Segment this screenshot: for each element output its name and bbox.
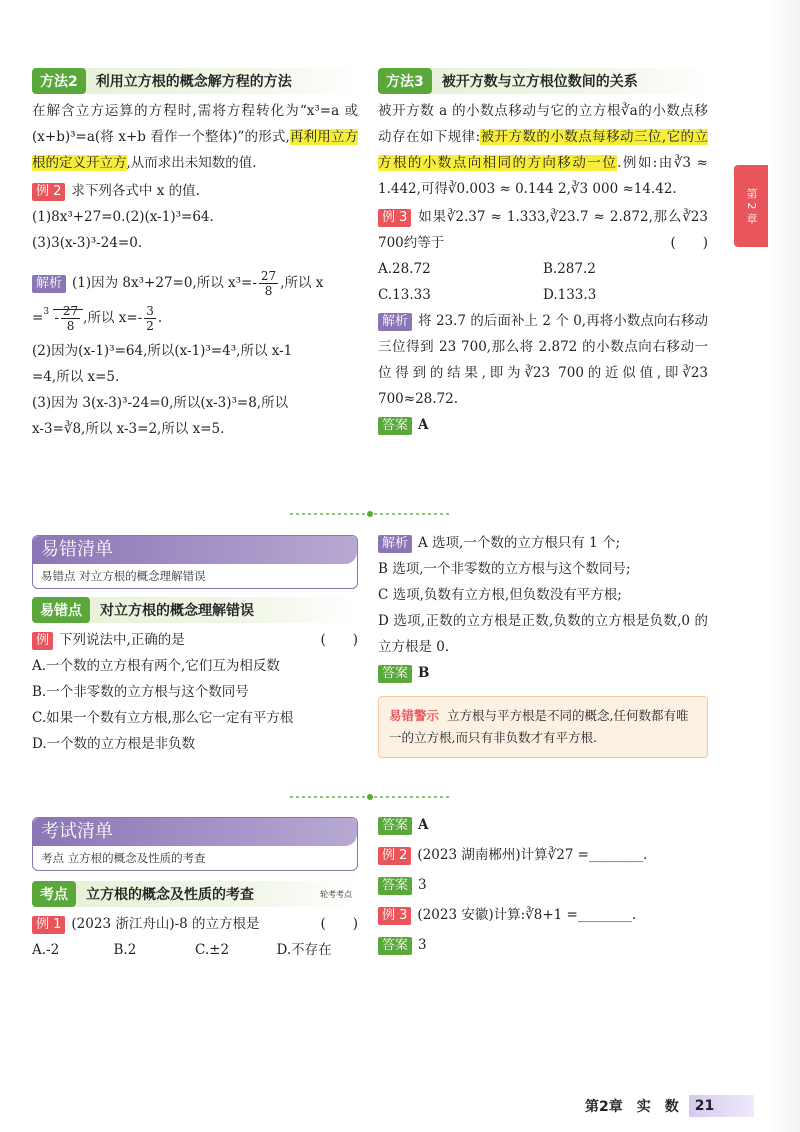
answer-value: 3 xyxy=(418,877,427,893)
exam-answers xyxy=(378,812,708,958)
fraction: $\frac{3}{2}$ xyxy=(146,304,154,333)
solution-line: =4,所以 x=5. xyxy=(32,369,120,385)
chapter-tab: 第 2 章 xyxy=(734,165,768,247)
page-number: 21 xyxy=(689,1095,754,1117)
exam2-question: (2023 湖南郴州)计算∛27 =________. xyxy=(417,847,648,863)
example3-options-1: A.28.72 B.287.2 xyxy=(378,261,596,277)
exam3-label: 例 3 xyxy=(378,907,411,925)
answer-label: 答案 xyxy=(378,937,412,955)
answer-label: 答案 xyxy=(378,417,412,435)
option: A.一个数的立方根有两个,它们互为相反数 xyxy=(32,658,280,674)
mistake-solution xyxy=(378,530,708,758)
example3-solution: 解析 将 23.7 的后面补上 2 个 0,再将小数点向右移动三位得到 23 700,那么将 2.872 的小数点向右移动一位得到的结果,即为∛23 700的近似值,即∛23 700≈28.72. xyxy=(378,313,708,407)
option: B.一个非零数的立方根与这个数同号 xyxy=(32,684,249,700)
solution-text: ,所以 x xyxy=(280,275,324,291)
example2-line1: (1)8x³+27=0.(2)(x-1)³=64. xyxy=(32,209,214,225)
dotted-divider xyxy=(290,511,450,517)
mistake-tag: 易错点 xyxy=(32,597,90,623)
method3-title: 被开方数与立方根位数间的关系 xyxy=(441,74,638,90)
exam1-question: (2023 浙江舟山)-8 的立方根是 xyxy=(71,916,260,932)
method2-title: 利用立方根的概念解方程的方法 xyxy=(95,74,292,90)
solution-text: ,所以 x=- xyxy=(83,310,143,326)
method2-tag: 方法2 xyxy=(32,68,86,94)
mistake-example-label: 例 xyxy=(32,632,53,650)
example2-line2: (3)3(x-3)³-24=0. xyxy=(32,235,143,251)
dotted-divider xyxy=(290,794,450,800)
method2-text: 在解含立方运算的方程时,需将方程转化为“x³=a 或(x+b)³=a(将 x+b 看作一个整体)”的形式,再利用立方根的定义开立方,从而求出未知数的值. xyxy=(32,103,359,171)
method3-header xyxy=(378,68,708,94)
fraction: $\frac{27}{8}$ xyxy=(260,269,277,298)
solution-text: (1)因为 8x³+27=0,所以 x³=- xyxy=(72,275,257,291)
solution-text: = xyxy=(32,310,44,326)
method2-block: 方法2 利用立方根的概念解方程的方法 在解含立方运算的方程时,需将方程转化为“x³=a 或(x+b)³=a(将 x+b 看作一个整体)”的形式,再利用立方根的定义开立方,从而求出未知数的值. 例 2 求下列各式中 x 的值. (1)8x³+27=0.(2)(x-1)³=64. (3)3(x-3)³-24=0. 解析 (1)因为 8x³+27=0,所以 x³=- $\frac{27}{8}$ ,所以 x = 3 - $\frac{27}{8}$ ,所以 x=- $\frac{3}{2}$ . (2)因为(x-1)³=64,所以(x-1)³=4³,所以 x-1 =4,所以 x=5. (3)因为 3(x-3)³-24=0,所以(x-3)³=8,所以 x-3=∛8,所以 x-3=2,所以 x=5. xyxy=(32,68,358,442)
example2-label: 例 2 xyxy=(32,183,65,201)
exam-header xyxy=(32,881,358,907)
method3-tag: 方法3 xyxy=(378,68,432,94)
mistake-title: 对立方根的概念理解错误 xyxy=(100,603,254,619)
solution-line: x-3=∛8,所以 x-3=2,所以 x=5. xyxy=(32,421,225,437)
bracket: ( ) xyxy=(320,916,358,932)
answer-value: A xyxy=(418,417,429,433)
answer-value: 3 xyxy=(418,937,427,953)
exam-title: 立方根的概念及性质的考查 xyxy=(86,887,254,903)
example3-label: 例 3 xyxy=(378,209,411,227)
solution-line: A 选项,一个数的立方根只有 1 个; xyxy=(418,535,621,551)
answer-label: 答案 xyxy=(378,877,412,895)
solution-line: (2)因为(x-1)³=64,所以(x-1)³=4³,所以 x-1 xyxy=(32,343,293,359)
exam-tag: 考点 xyxy=(32,881,76,907)
method2-header xyxy=(32,68,358,94)
warning-tag: 易错警示 xyxy=(389,708,440,723)
example3-question: 例 3 如果∛2.37 ≈ 1.333,∛23.7 ≈ 2.872,那么∛23 700约等于 ( ) xyxy=(378,209,708,251)
exam-section-title: 考试清单 xyxy=(33,818,357,846)
answer-label: 答案 xyxy=(378,817,412,835)
solution-line: B 选项,一个非零数的立方根与这个数同号; xyxy=(378,561,631,577)
solution-line: D 选项,正数的立方根是正数,负数的立方根是负数,0 的立方根是 0. xyxy=(378,613,708,655)
solution-label: 解析 xyxy=(378,535,412,553)
exam-section-header xyxy=(32,817,358,871)
warning-box xyxy=(378,696,708,758)
method3-text: 被开方数 a 的小数点移动与它的立方根∛a的小数点移动存在如下规律:被开方数的小数点每移动三位,它的立方根的小数点向相同的方向移动一位.例如:由∛3 ≈ 1.442,可得∛0.003 ≈ 0.144 2,∛3 000 ≈14.42. xyxy=(378,103,708,197)
mistake-section xyxy=(32,535,358,757)
mistake-section-sub: 易错点 对立方根的概念理解错误 xyxy=(41,569,206,583)
example2-question: 求下列各式中 x 的值. xyxy=(71,183,200,199)
exam2-label: 例 2 xyxy=(378,847,411,865)
exam1-options: A.-2 B.2 C.±2 D.不存在 xyxy=(32,942,332,958)
bracket: ( ) xyxy=(320,632,358,648)
mistake-question: 下列说法中,正确的是 xyxy=(59,632,185,648)
mistake-section-title: 易错清单 xyxy=(33,536,357,564)
warning-text: 立方根与平方根是不同的概念,任何数都有唯一的立方根,而只有非负数才有平方根. xyxy=(389,708,689,745)
page-footer xyxy=(585,1095,754,1117)
mistake-section-header xyxy=(32,535,358,589)
method3-block xyxy=(378,68,708,438)
footer-chapter: 第2章 实 数 xyxy=(585,1099,679,1115)
exam3-question: (2023 安徽)计算:∛8+1 =________. xyxy=(417,907,637,923)
solution-label: 解析 xyxy=(32,275,66,293)
exam-section-sub: 考点 立方根的概念及性质的考查 xyxy=(41,851,206,865)
solution-line: (3)因为 3(x-3)³-24=0,所以(x-3)³=8,所以 xyxy=(32,395,289,411)
exam1-label: 例 1 xyxy=(32,916,65,934)
answer-value: A xyxy=(418,817,429,833)
solution-line: C 选项,负数有立方根,但负数没有平方根; xyxy=(378,587,622,603)
option: D.一个数的立方根是非负数 xyxy=(32,736,196,752)
answer-label: 答案 xyxy=(378,665,412,683)
example3-options-2: C.13.33 D.133.3 xyxy=(378,287,597,303)
exam-badge: 轮考考点 xyxy=(320,889,352,899)
answer-value: B xyxy=(418,665,430,681)
cube-root: 3 - $\frac{27}{8}$ xyxy=(43,298,83,338)
option: C.如果一个数有立方根,那么它一定有平方根 xyxy=(32,710,294,726)
page-edge xyxy=(770,0,800,1132)
mistake-header xyxy=(32,597,358,623)
exam-section xyxy=(32,817,358,963)
